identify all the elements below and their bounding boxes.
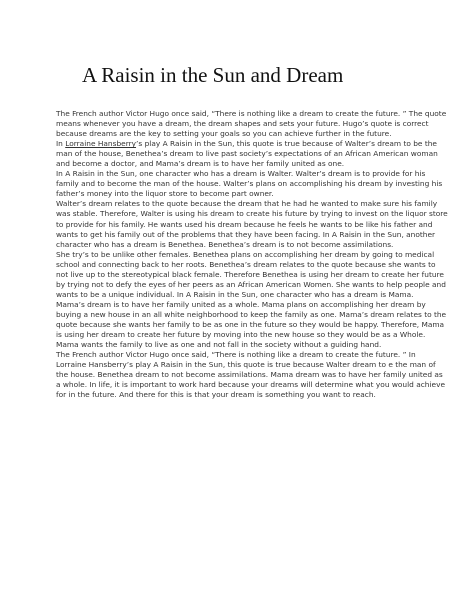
paragraph-walter-quote: Walter’s dream relates to the quote because the dream that he had he wanted to make sure his family was stable. Therefore, Walter is using his dream to create his future by trying to invest on the liquor store to provide for his family. He wants used his dream because he feels he wants to be like his father and wants to get his family out of the problems that they have been facing. In A Raisin in the Sun, another character who has a dream is Benethea. Benethea’s dream is to not become assimilations.	[56, 199, 448, 249]
lorraine-hansberry-link[interactable]: Lorraine Hansberry	[65, 139, 137, 149]
paragraph-mama: Mama’s dream is to have her family united as a whole. Mama plans on accomplishing her dream by buying a new house in an all white neighborhood to keep the family as one. Mama’s dream relates to the quote because she wants her family to be as one in the future so they would be happy. Therefore, Mama is using her dream to create her future by moving into the new house so they would be as a Whole. Mama wants the family to live as one and not fall in the society without a guiding hand.	[56, 299, 447, 350]
paragraph-benethea: She try’s to be unlike other females. Benethea plans on accomplishing her dream by going to medical school and connecting back to her roots. Benethea’s dream relates to the quote because she wants to not live up to the stereotypical black female. Therefore Benethea is using her dream to create her future by trying not to defy the eyes of her peers as an African American Women. She wants to help people and wants to be a unique individual. In A Raisin in the Sun, one character who has a dream is Mama.	[56, 249, 446, 299]
paragraph-thesis-suffix: ’s play A Raisin in the Sun, this quote is true because of Walter’s dream to be the man of the house, Benethea’s dream to live past society’s expectations of an African American woman and become a doctor, and Mama’s dream is to have her family united as one.	[56, 139, 438, 169]
paragraph-thesis-prefix: In	[56, 139, 66, 149]
paragraph-thesis	[56, 139, 448, 169]
paragraph-conclusion: The French author Victor Hugo once said, “There is nothing like a dream to create the future. ” In Lorraine Hansberry’s play A Raisin in the Sun, this quote is true because Walter dream to e the man of the house. Benethea dream to not become assimilations. Mama dream was to have her family united as a whole. In life, it is important to work hard because your dreams will determine what you would achieve for in the future. And there for this is that your dream is something you want to reach.	[56, 350, 446, 400]
document-body	[56, 109, 448, 400]
paragraph-walter-dream: In A Raisin in the Sun, one character who has a dream is Walter. Walter’s dream is to provide for his family and to become the man of the house. Walter’s plans on accomplishing his dream by investing his father’s money into the liquor store to become part owner.	[56, 169, 443, 199]
paragraph-intro-quote: The French author Victor Hugo once said, “There is nothing like a dream to create the future. ” The quote means whenever you have a dream, the dream shapes and sets your future. Hugo’s quote is correct because dreams are the key to setting your goals so you can achieve further in the future.	[56, 109, 447, 139]
document-title: A Raisin in the Sun and Dream	[82, 63, 344, 87]
